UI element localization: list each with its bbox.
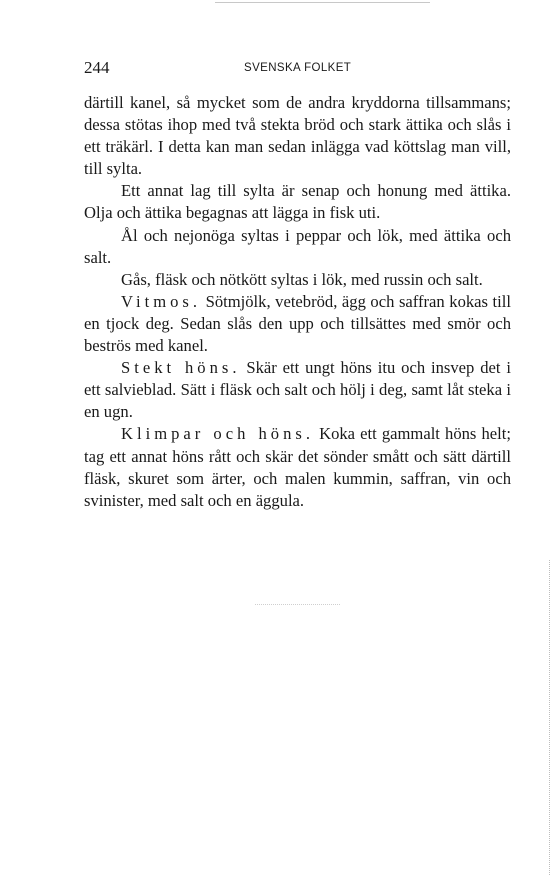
paragraph-text: Skär ett ungt höns itu och insvep det i ett salvieblad. Sätt i fläsk och salt och hölj i deg, samt låt steka i en ugn. xyxy=(84,358,511,422)
paragraph xyxy=(84,92,511,180)
paragraph xyxy=(84,269,511,291)
page-header xyxy=(84,58,514,80)
recipe-title: Klimpar och höns. xyxy=(121,424,314,444)
paragraph xyxy=(84,423,511,511)
scan-edge-line xyxy=(255,604,340,605)
scan-edge-line xyxy=(215,2,430,3)
paragraph-text: Ett annat lag till sylta är senap och honung med ättika. Olja och ättika begagnas att lägga in fisk uti. xyxy=(84,181,511,223)
paragraph xyxy=(84,291,511,357)
paragraph-text: Sötmjölk, vetebröd, ägg och saffran kokas till en tjock deg. Sedan slås den upp och tillsättes med smör och beströs med kanel. xyxy=(84,291,511,356)
paragraph xyxy=(84,180,511,224)
body-text xyxy=(84,92,511,512)
scan-edge-line xyxy=(549,560,550,875)
paragraph xyxy=(84,225,511,269)
recipe-title: Vitmos. xyxy=(121,291,202,311)
paragraph-text: Ål och nejonöga syltas i peppar och lök, med ättika och salt. xyxy=(84,225,511,267)
running-title: SVENSKA FOLKET xyxy=(244,62,352,74)
recipe-title: Stekt höns. xyxy=(121,358,241,378)
paragraph-text: Gås, fläsk och nötkött syltas i lök, med russin och salt. xyxy=(121,269,483,289)
paragraph-text: därtill kanel, så mycket som de andra kryddorna tillsammans; dessa stötas ihop med två stekta bröd och stark ättika och slås i ett träkärl. I detta kan man sedan inlägga vad köttslag man vill, till sylta. xyxy=(84,93,511,179)
paragraph-text: Koka ett gammalt höns helt; tag ett annat höns rått och skär det sönder smått och sätt därtill fläsk, skuret som ärter, och malen kummin, saffran, vin och svinister, med salt och en äggula. xyxy=(84,424,511,510)
page-number: 244 xyxy=(84,58,110,77)
paragraph xyxy=(84,357,511,423)
